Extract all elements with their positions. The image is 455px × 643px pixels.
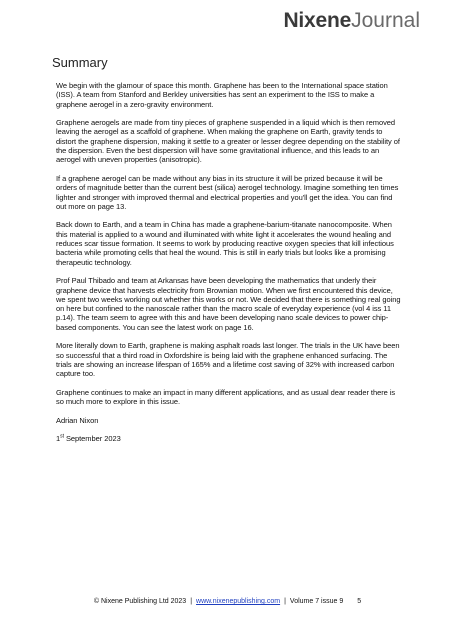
date-month-year: September 2023 <box>63 434 121 444</box>
journal-logo <box>283 10 420 31</box>
paragraph-3: If a graphene aerogel can be made without any bias in its structure it will be prized because it will be orders of magnitude better than the current best (silica) aerogel technology. Imagine something ten times lighter and stronger with improved thermal and electrical properties and you'll get the idea. You can find out more on page 13. <box>56 173 399 211</box>
date-day: 1 <box>56 434 61 444</box>
publication-date <box>56 434 404 443</box>
paragraph-4: Back down to Earth, and a team in China has made a graphene-barium-titanate nanocomposite. When this material is applied to a wound and illuminated with white light it accelerates the wound healing and reduces scar tissue formation. It seems to work by producing reactive oxygen species that kill infectious bacteria while promoting cells that heal the wound. This is still in early trials but looks like a promising therapeutic technology. <box>56 220 394 267</box>
footer-separator: | <box>284 598 286 605</box>
logo-brand-nixene: Nixene <box>283 9 352 32</box>
paragraph-1: We begin with the glamour of space this month. Graphene has been to the International space station (ISS). A team from Stanford and Berkley universities has sent an experiment to the ISS to make a graphene aerogel in a zero-gravity environment. <box>56 81 388 109</box>
logo-brand-journal: Journal <box>351 9 420 32</box>
author-name: Adrian Nixon <box>56 415 99 425</box>
date-suffix: st <box>60 433 64 440</box>
paragraph-6: More literally down to Earth, graphene is making asphalt roads last longer. The trials in the UK have been so successful that a third road in Oxfordshire is being laid with the graphene enhanced surfacing. The trials are showing an increase lifespan of 165% and a lifetime cost saving of 32% with increased carbon capture too. <box>56 341 400 379</box>
footer-volume: Volume 7 issue 9 <box>289 598 344 605</box>
footer-website-link[interactable]: www.nixenepublishing.com <box>196 598 281 605</box>
page-footer <box>0 598 455 605</box>
paragraph-2: Graphene aerogels are made from tiny pieces of graphene suspended in a liquid which is then removed leaving the aerogel as a scaffold of graphene. When making the graphene on Earth, gravity tends to distort the graphene dispersion, making it settle to a greater or lesser degree depending on the stability of the dispersion. Even the best dispersion will have some gravitational influence, and this leads to an aerogel with uneven properties (anisotropic). <box>56 118 400 165</box>
paragraph-5: Prof Paul Thibado and team at Arkansas have been developing the mathematics that underly their graphene device that harvests electricity from Brownian motion. When we first encountered this device, we spent two weeks working out whether this works or not. We decided that there is something real going on here but confined to the nanoscale rather than the macro scale of everyday experience (vol 4 iss 11 p.14). The team seem to agree with this and have been developing nano scale devices to power chip-based components. You can see the latest work on page 16. <box>56 276 401 332</box>
page-title: Summary <box>52 55 108 70</box>
footer-separator: | <box>190 598 193 605</box>
paragraph-7: Graphene continues to make an impact in many different applications, and as usual dear reader there is so much more to explore in this issue. <box>56 387 396 407</box>
footer-copyright: © Nixene Publishing Ltd 2023 <box>93 598 187 605</box>
article-body <box>56 81 404 444</box>
footer-page-number: 5 <box>357 598 362 605</box>
